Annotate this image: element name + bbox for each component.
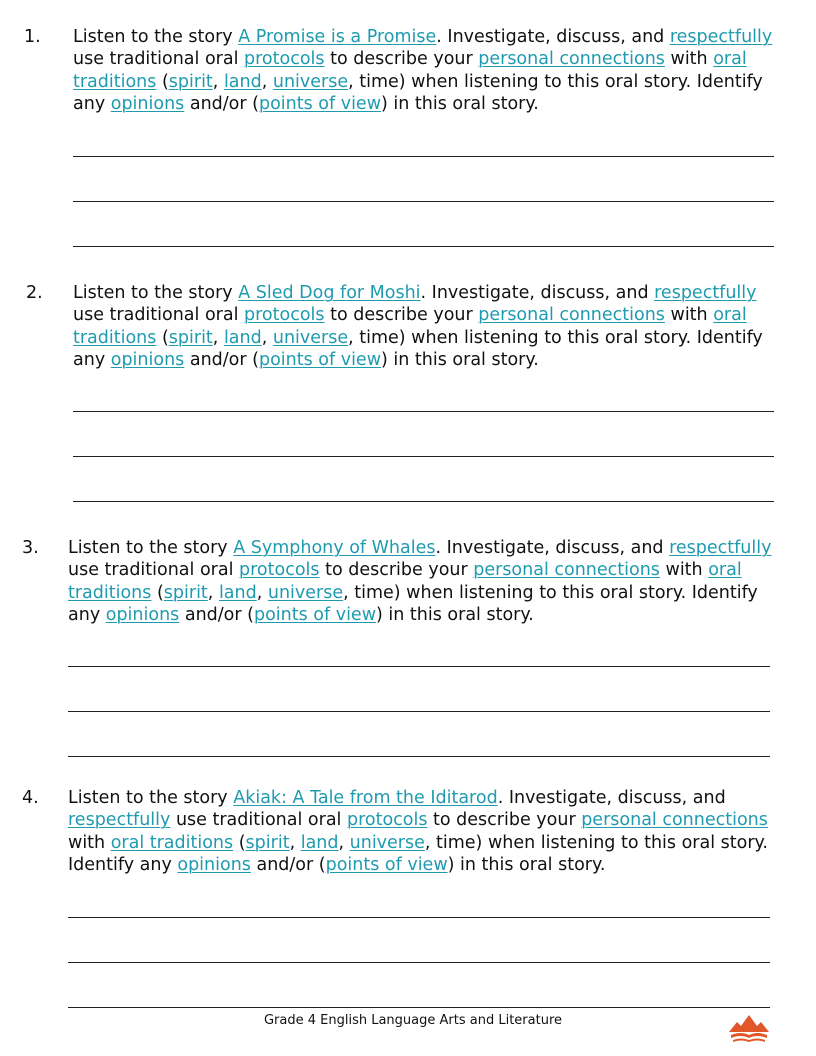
term-link-points-of-view[interactable]: points of view: [325, 854, 448, 875]
story-link[interactable]: A Sled Dog for Moshi: [238, 283, 421, 303]
answer-line[interactable]: [73, 156, 774, 157]
question-text: Listen to the story A Symphony of Whales. Investigate, discuss, and respectfully use traditional oral protocols to describe your personal connections with oral traditions (spirit, land, universe, time) when listening to this oral story. Identify any opinions and/or (points of view) in this oral story.: [68, 538, 772, 625]
question-text: Listen to the story A Sled Dog for Moshi. Investigate, discuss, and respectfully use traditional oral protocols to describe your personal connections with oral traditions (spirit, land, universe, time) when listening to this oral story. Identify any opinions and/or (points of view) in this oral story.: [73, 283, 763, 370]
term-link-respectfully[interactable]: respectfully: [669, 27, 773, 47]
term-link-points-of-view[interactable]: points of view: [258, 93, 382, 114]
answer-line[interactable]: [73, 456, 774, 457]
term-link-universe[interactable]: universe: [272, 327, 349, 348]
term-link-universe[interactable]: universe: [267, 582, 344, 603]
term-link-universe[interactable]: universe: [272, 71, 349, 92]
term-link-respectfully[interactable]: respectfully: [654, 283, 757, 303]
term-link-oral[interactable]: oral: [708, 560, 742, 581]
term-link-oral[interactable]: oral: [713, 49, 747, 70]
answer-line[interactable]: [68, 756, 770, 757]
term-link-universe[interactable]: universe: [349, 832, 425, 853]
term-link-land[interactable]: land: [223, 327, 262, 348]
answer-line[interactable]: [68, 666, 770, 667]
term-link-spirit[interactable]: spirit: [168, 71, 213, 92]
term-link-protocols[interactable]: protocols: [244, 305, 325, 326]
term-link-protocols[interactable]: protocols: [239, 560, 320, 581]
answer-line[interactable]: [73, 501, 774, 502]
footer-text: Grade 4 English Language Arts and Literature: [263, 1013, 563, 1028]
question-number: 4.: [22, 788, 39, 808]
term-link-traditions[interactable]: traditions: [73, 327, 157, 348]
answer-line[interactable]: [68, 917, 770, 918]
term-link-personal-connections[interactable]: personal connections: [581, 810, 768, 831]
term-link-personal-connections[interactable]: personal connections: [478, 49, 665, 70]
story-link[interactable]: A Symphony of Whales: [233, 538, 436, 558]
answer-line[interactable]: [73, 246, 774, 247]
question-number: 3.: [22, 538, 39, 558]
term-link-opinions[interactable]: opinions: [110, 349, 185, 370]
term-link-opinions[interactable]: opinions: [177, 854, 251, 875]
answer-line[interactable]: [73, 411, 774, 412]
term-link-opinions[interactable]: opinions: [105, 604, 180, 625]
term-link-personal-connections[interactable]: personal connections: [478, 305, 665, 326]
term-link-points-of-view[interactable]: points of view: [258, 349, 382, 370]
mountain-book-logo-icon: [727, 1010, 771, 1044]
term-link-spirit[interactable]: spirit: [168, 327, 213, 348]
term-link-land[interactable]: land: [218, 582, 257, 603]
answer-line[interactable]: [68, 711, 770, 712]
term-link-oral[interactable]: oral: [713, 305, 747, 326]
term-link-opinions[interactable]: opinions: [110, 93, 185, 114]
term-link-spirit[interactable]: spirit: [245, 832, 290, 853]
term-link-protocols[interactable]: protocols: [346, 810, 428, 831]
term-link-oral-traditions[interactable]: oral traditions: [110, 832, 234, 853]
term-link-spirit[interactable]: spirit: [163, 582, 208, 603]
story-link[interactable]: Akiak: A Tale from the Iditarod: [233, 788, 498, 808]
answer-line[interactable]: [73, 201, 774, 202]
question-number: 2.: [26, 283, 43, 303]
term-link-land[interactable]: land: [223, 71, 262, 92]
term-link-points-of-view[interactable]: points of view: [253, 604, 377, 625]
term-link-respectfully[interactable]: respectfully: [68, 810, 171, 831]
question-number: 1.: [24, 27, 41, 47]
term-link-personal-connections[interactable]: personal connections: [473, 560, 660, 581]
term-link-protocols[interactable]: protocols: [244, 49, 325, 70]
question-text: Listen to the story Akiak: A Tale from the Iditarod. Investigate, discuss, and respectfully use traditional oral protocols to describe your personal connections with oral traditions (spirit, land, universe, time) when listening to this oral story. Identify any opinions and/or (points of view) in this oral story.: [68, 788, 768, 875]
term-link-respectfully[interactable]: respectfully: [669, 538, 772, 558]
story-link[interactable]: A Promise is a Promise: [238, 27, 437, 47]
term-link-land[interactable]: land: [300, 832, 339, 853]
term-link-traditions[interactable]: traditions: [68, 582, 152, 603]
term-link-traditions[interactable]: traditions: [73, 71, 157, 92]
answer-line[interactable]: [68, 1007, 770, 1008]
question-text: Listen to the story A Promise is a Promise. Investigate, discuss, and respectfully use traditional oral protocols to describe your personal connections with oral traditions (spirit, land, universe, time) when listening to this oral story. Identify any opinions and/or (points of view) in this oral story.: [73, 27, 773, 114]
answer-line[interactable]: [68, 962, 770, 963]
